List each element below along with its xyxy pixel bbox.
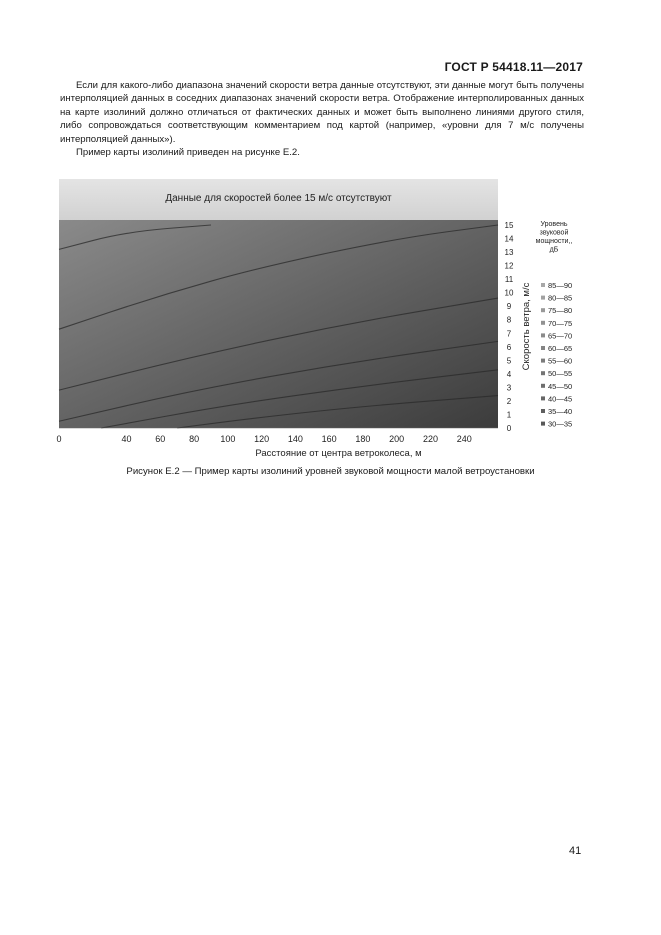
x-tick-label: 160 (321, 434, 337, 444)
legend-label: 55—60 (548, 356, 573, 366)
legend-label: 80—85 (548, 293, 573, 303)
document-header: ГОСТ Р 54418.11—2017 (444, 60, 583, 74)
y-tick-label: 13 (504, 248, 514, 258)
y-tick-label: 15 (504, 221, 514, 230)
legend-label: 35—40 (548, 407, 573, 416)
x-tick-label: 80 (189, 434, 200, 444)
legend-swatch (541, 371, 545, 375)
legend-label: 30—35 (548, 419, 573, 429)
isoline-map-chart (40, 176, 600, 466)
isoline-map-figure (40, 176, 600, 466)
y-tick-label: 12 (504, 261, 514, 271)
y-tick-label: 0 (506, 424, 512, 433)
legend-swatch (541, 409, 545, 413)
y-tick-label: 14 (504, 234, 514, 244)
legend-label: 60—65 (548, 344, 573, 353)
heatmap-area (59, 220, 498, 428)
x-axis-label: Расстояние от центра ветроколеса, м (255, 448, 422, 459)
x-tick-label: 180 (355, 434, 371, 444)
x-tick-label: 0 (56, 434, 62, 444)
y-axis-label: Скорость ветра, м/с (521, 282, 532, 371)
legend-label: 75—80 (548, 306, 573, 316)
legend-label: 45—50 (548, 381, 573, 391)
y-tick-label: 4 (506, 369, 512, 379)
legend-swatch (541, 384, 545, 388)
y-tick-label: 6 (506, 342, 512, 352)
legend-label: 65—70 (548, 331, 573, 341)
x-tick-label: 200 (389, 434, 405, 444)
body-text (60, 79, 584, 159)
y-tick-label: 3 (506, 383, 512, 393)
y-tick-label: 9 (506, 302, 512, 312)
legend-swatch (541, 321, 545, 325)
legend-swatch (541, 396, 545, 400)
legend-label: 40—45 (548, 394, 573, 404)
paragraph-example: Пример карты изолиний приведен на рисунке Е.2. (76, 147, 300, 159)
legend-swatch (541, 296, 545, 300)
y-tick-label: 5 (506, 356, 512, 366)
figure-caption: Рисунок Е.2 — Пример карты изолиний уровней звуковой мощности малой ветроустановки (126, 466, 535, 477)
x-tick-label: 120 (254, 434, 270, 444)
y-tick-label: 1 (506, 410, 512, 420)
legend-swatch (541, 422, 545, 426)
y-tick-label: 10 (504, 288, 514, 298)
y-tick-label: 7 (506, 329, 512, 339)
legend-label: 70—75 (548, 318, 573, 328)
x-tick-label: 140 (287, 434, 303, 444)
legend-swatch (541, 359, 545, 363)
y-tick-label: 11 (504, 275, 514, 285)
x-tick-label: 60 (155, 434, 166, 444)
page-number: 41 (569, 845, 582, 857)
x-tick-label: 40 (121, 434, 132, 444)
y-tick-label: 2 (506, 396, 512, 406)
x-tick-label: 220 (422, 434, 438, 444)
legend-label: 50—55 (548, 369, 573, 379)
y-tick-label: 8 (506, 315, 512, 325)
legend-swatch (541, 283, 545, 287)
legend-swatch (541, 346, 545, 350)
legend-title: Уровень звуковой мощности,, дБ (535, 221, 573, 254)
legend-swatch (541, 308, 545, 312)
paragraph-interpolation: Если для какого-либо диапазона значений скорости ветра данные отсутствуют, эти данные могут быть получены интерполяцией данных в соседних диапазонах значений скорости ветра. Отображение интерполированных данных на карте изолиний должно отличаться от фактических данных и может быть выполнено линиями другого стиля, либо сопровождаться соответствующим комментарием под картой (например, «уровни для 7 м/с получены интерполяцией данных»). (60, 80, 584, 145)
legend-label: 85—90 (548, 281, 573, 290)
x-tick-label: 100 (220, 434, 236, 444)
x-tick-label: 240 (456, 434, 472, 444)
no-data-annotation: Данные для скоростей более 15 м/с отсутствуют (165, 193, 392, 204)
legend-swatch (541, 333, 545, 337)
